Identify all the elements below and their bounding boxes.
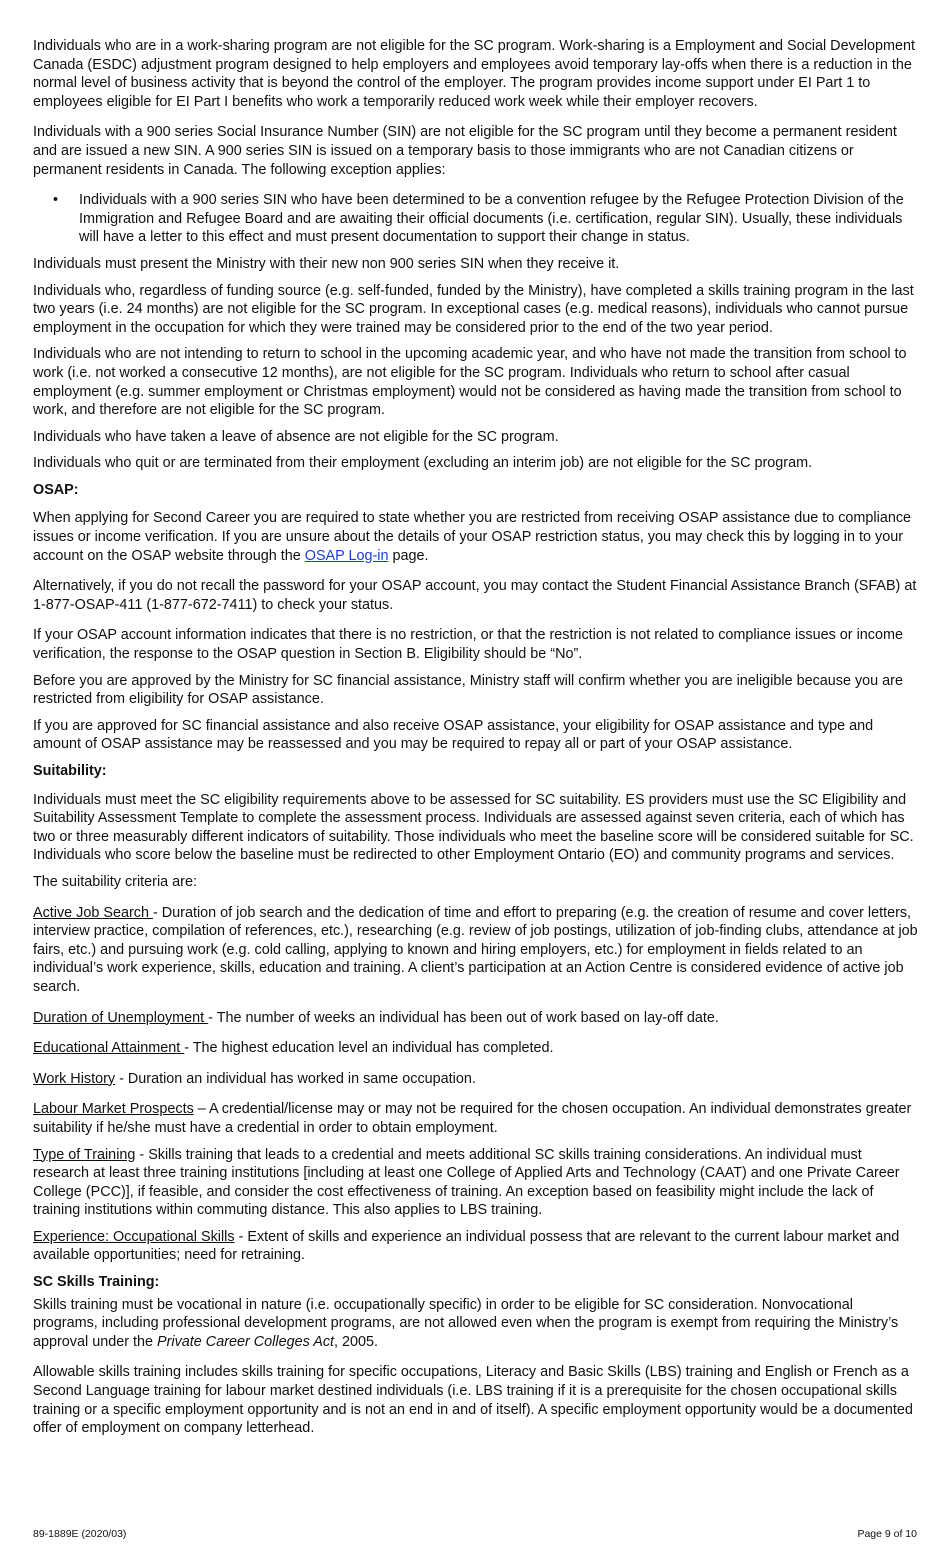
criterion-term: Active Job Search [33,904,153,921]
act-name: Private Career Colleges Act [157,1333,335,1350]
criterion-educational-attainment [33,1039,919,1058]
suitability-paragraph-1: Individuals must meet the SC eligibility requirements above to be assessed for SC suitability. ES providers must use the SC Eligibility and Suitability Assessment Template to complete the assessment process. Individuals are assessed against seven criteria, each of which has two or three measurably different indicators of suitability. Those individuals who meet the baseline score will be considered suitable for SC. Individuals who score below the baseline must be redirected to other Employment Ontario (EO) and community programs and services. [33,791,914,864]
criterion-term: Experience: Occupational Skills [33,1228,235,1245]
skills-p1-tail: , 2005. [334,1333,379,1350]
criterion-term: Labour Market Prospects [33,1101,194,1118]
osap-paragraph-3: If your OSAP account information indicates that there is no restriction, or that the restriction is not related to compliance issues or income verification, the response to the OSAP question in Section B. Eligibility should be “No”. [33,627,903,663]
criterion-experience [33,1228,919,1265]
criterion-text: – A credential/license may or may not be required for the chosen occupation. An individual demonstrates greater suitability if he/she must have a credential in order to obtain employment. [33,1101,912,1136]
suitability-intro: The suitability criteria are: [33,873,197,890]
osap-p1-tail: page. [388,547,429,564]
paragraph-work-sharing: Individuals who are in a work-sharing program are not eligible for the SC program. Work-sharing is a Employment and Social Development Canada (ESDC) adjustment program designed to help employers and employees avoid temporary lay-offs when there is a reduction in the normal level of business activity that is beyond the control of the employer. The program provides income support under EI Part 1 to employees eligible for EI Part I benefits who work a temporarily reduced work week while their employer recovers. [33,38,915,110]
paragraph-school: Individuals who are not intending to return to school in the upcoming academic year, and who have not made the transition from school to work (i.e. not worked a consecutive 12 months), are not eligible for the SC program. Individuals who return to school after casual employment (e.g. summer employment or Christmas employment) would not be considered as having made the transition from school to work, and therefore are not eligible for the SC program. [33,346,907,419]
paragraph-leave: Individuals who have taken a leave of absence are not eligible for the SC program. [33,428,559,445]
criterion-labour-market [33,1100,919,1137]
criterion-text: - Duration of job search and the dedication of time and effort to preparing (e.g. the creation of resume and cover letters, interview practice, compilation of references, etc.), researching (e.g. review of job postings, utilization of job-finding clubs, attendance at job fairs, etc.) and pursuing work (e.g. cold calling, applying to known and hiring employers, etc.) for employment in fields related to an individual’s work experience, skills, education and training. A client’s participation at an Action Centre is considered evidence of active job search. [33,904,918,995]
skills-paragraph-2: Allowable skills training includes skills training for specific occupations, Literacy and Basic Skills (LBS) training and English or French as a Second Language training for labour market destined individuals (i.e. LBS training if it is a prerequisite for the chosen occupational skills training or a specific employment opportunity and is not an end in and of itself). A specific employment opportunity would be a documented offer of employment on company letterhead. [33,1364,913,1437]
criterion-active-job-search [33,904,919,997]
criterion-term: Work History [33,1070,116,1087]
paragraph-sin-900: Individuals with a 900 series Social Insurance Number (SIN) are not eligible for the SC program until they become a permanent resident and are issued a new SIN. A 900 series SIN is issued on a temporary basis to those immigrants who are not Canadian citizens or permanent residents in Canada. The following exception applies: [33,124,897,178]
page-number: Page 9 of 10 [857,1528,917,1540]
criterion-text: - Extent of skills and experience an individual possess that are relevant to the current labour market and available opportunities; need for retraining. [33,1228,900,1264]
criterion-type-of-training [33,1146,919,1220]
suitability-heading: Suitability: [33,763,107,779]
criterion-work-history [33,1070,919,1089]
document-page [33,37,919,1450]
osap-paragraph-1 [33,509,919,565]
paragraph-quit: Individuals who quit or are terminated from their employment (excluding an interim job) are not eligible for the SC program. [33,455,813,472]
form-number: 89-1889E (2020/03) [33,1528,127,1540]
list-item: • Individuals with a 900 series SIN who have been determined to be a convention refugee by the Refugee Protection Division of the Immigration and Refugee Board and are awaiting their official documents (i.e. certification, regular SIN). Usually, these individuals will have a letter to this effect and must present documentation to support their change in status. [79,191,919,247]
osap-p1-text: When applying for Second Career you are required to state whether you are restricted from receiving OSAP assistance due to compliance issues or income verification. If you are unsure about the details of your OSAP restriction status, you may check this by logging in to your account on the OSAP website through the [33,510,912,564]
criterion-term: Type of Training [33,1146,136,1163]
exception-list [33,191,919,247]
paragraph-two-years: Individuals who, regardless of funding source (e.g. self-funded, funded by the Ministry), have completed a skills training program in the last two years (i.e. 24 months) are not eligible for the SC program. In exceptional cases (e.g. medical reasons), individuals who cannot pursue employment in the occupation for which they were trained may be considered prior to the end of the two year period. [33,282,914,336]
osap-paragraph-2: Alternatively, if you do not recall the password for your OSAP account, you may contact the Student Financial Assistance Branch (SFAB) at 1-877-OSAP-411 (1-877-672-7411) to check your status. [33,578,917,613]
criterion-text: - Duration an individual has worked in same occupation. [115,1070,476,1087]
osap-login-link[interactable]: OSAP Log-in [304,547,389,564]
skills-heading: SC Skills Training: [33,1274,160,1291]
criterion-term: Educational Attainment [33,1040,185,1057]
criterion-text: - The number of weeks an individual has been out of work based on lay-off date. [208,1009,719,1026]
osap-paragraph-4: Before you are approved by the Ministry for SC financial assistance, Ministry staff will confirm whether you are ineligible because you are restricted from eligibility for OSAP assistance. [33,672,903,708]
skills-p1-text: Skills training must be vocational in nature (i.e. occupationally specific) in order to be eligible for SC consideration. Nonvocational programs, including professional development programs, are not allowed even when the program is exempt from requiring the Ministry’s approval under the [33,1296,899,1350]
page-footer [33,1528,917,1540]
criterion-text: - Skills training that leads to a credential and meets additional SC skills training considerations. An individual must research at least three training institutions [including at least one College of Applied Arts and Technology (CAAT) and one Private Career College (PCC)], if feasible, and consider the cost effectiveness of training. An exception based on feasibility might include the lack of training institutions within commuting distance. This also applies to LBS training. [33,1146,900,1219]
criterion-term: Duration of Unemployment [33,1009,209,1026]
osap-paragraph-5: If you are approved for SC financial assistance and also receive OSAP assistance, your eligibility for OSAP assistance and type and amount of OSAP assistance may be reassessed and you may be required to repay all or part of your OSAP assistance. [33,717,874,753]
criterion-text: - The highest education level an individual has completed. [184,1040,554,1057]
criterion-duration-unemployment [33,1009,919,1028]
paragraph-new-sin: Individuals must present the Ministry with their new non 900 series SIN when they receive it. [33,255,620,272]
skills-paragraph-1 [33,1296,919,1352]
osap-heading: OSAP: [33,481,79,498]
